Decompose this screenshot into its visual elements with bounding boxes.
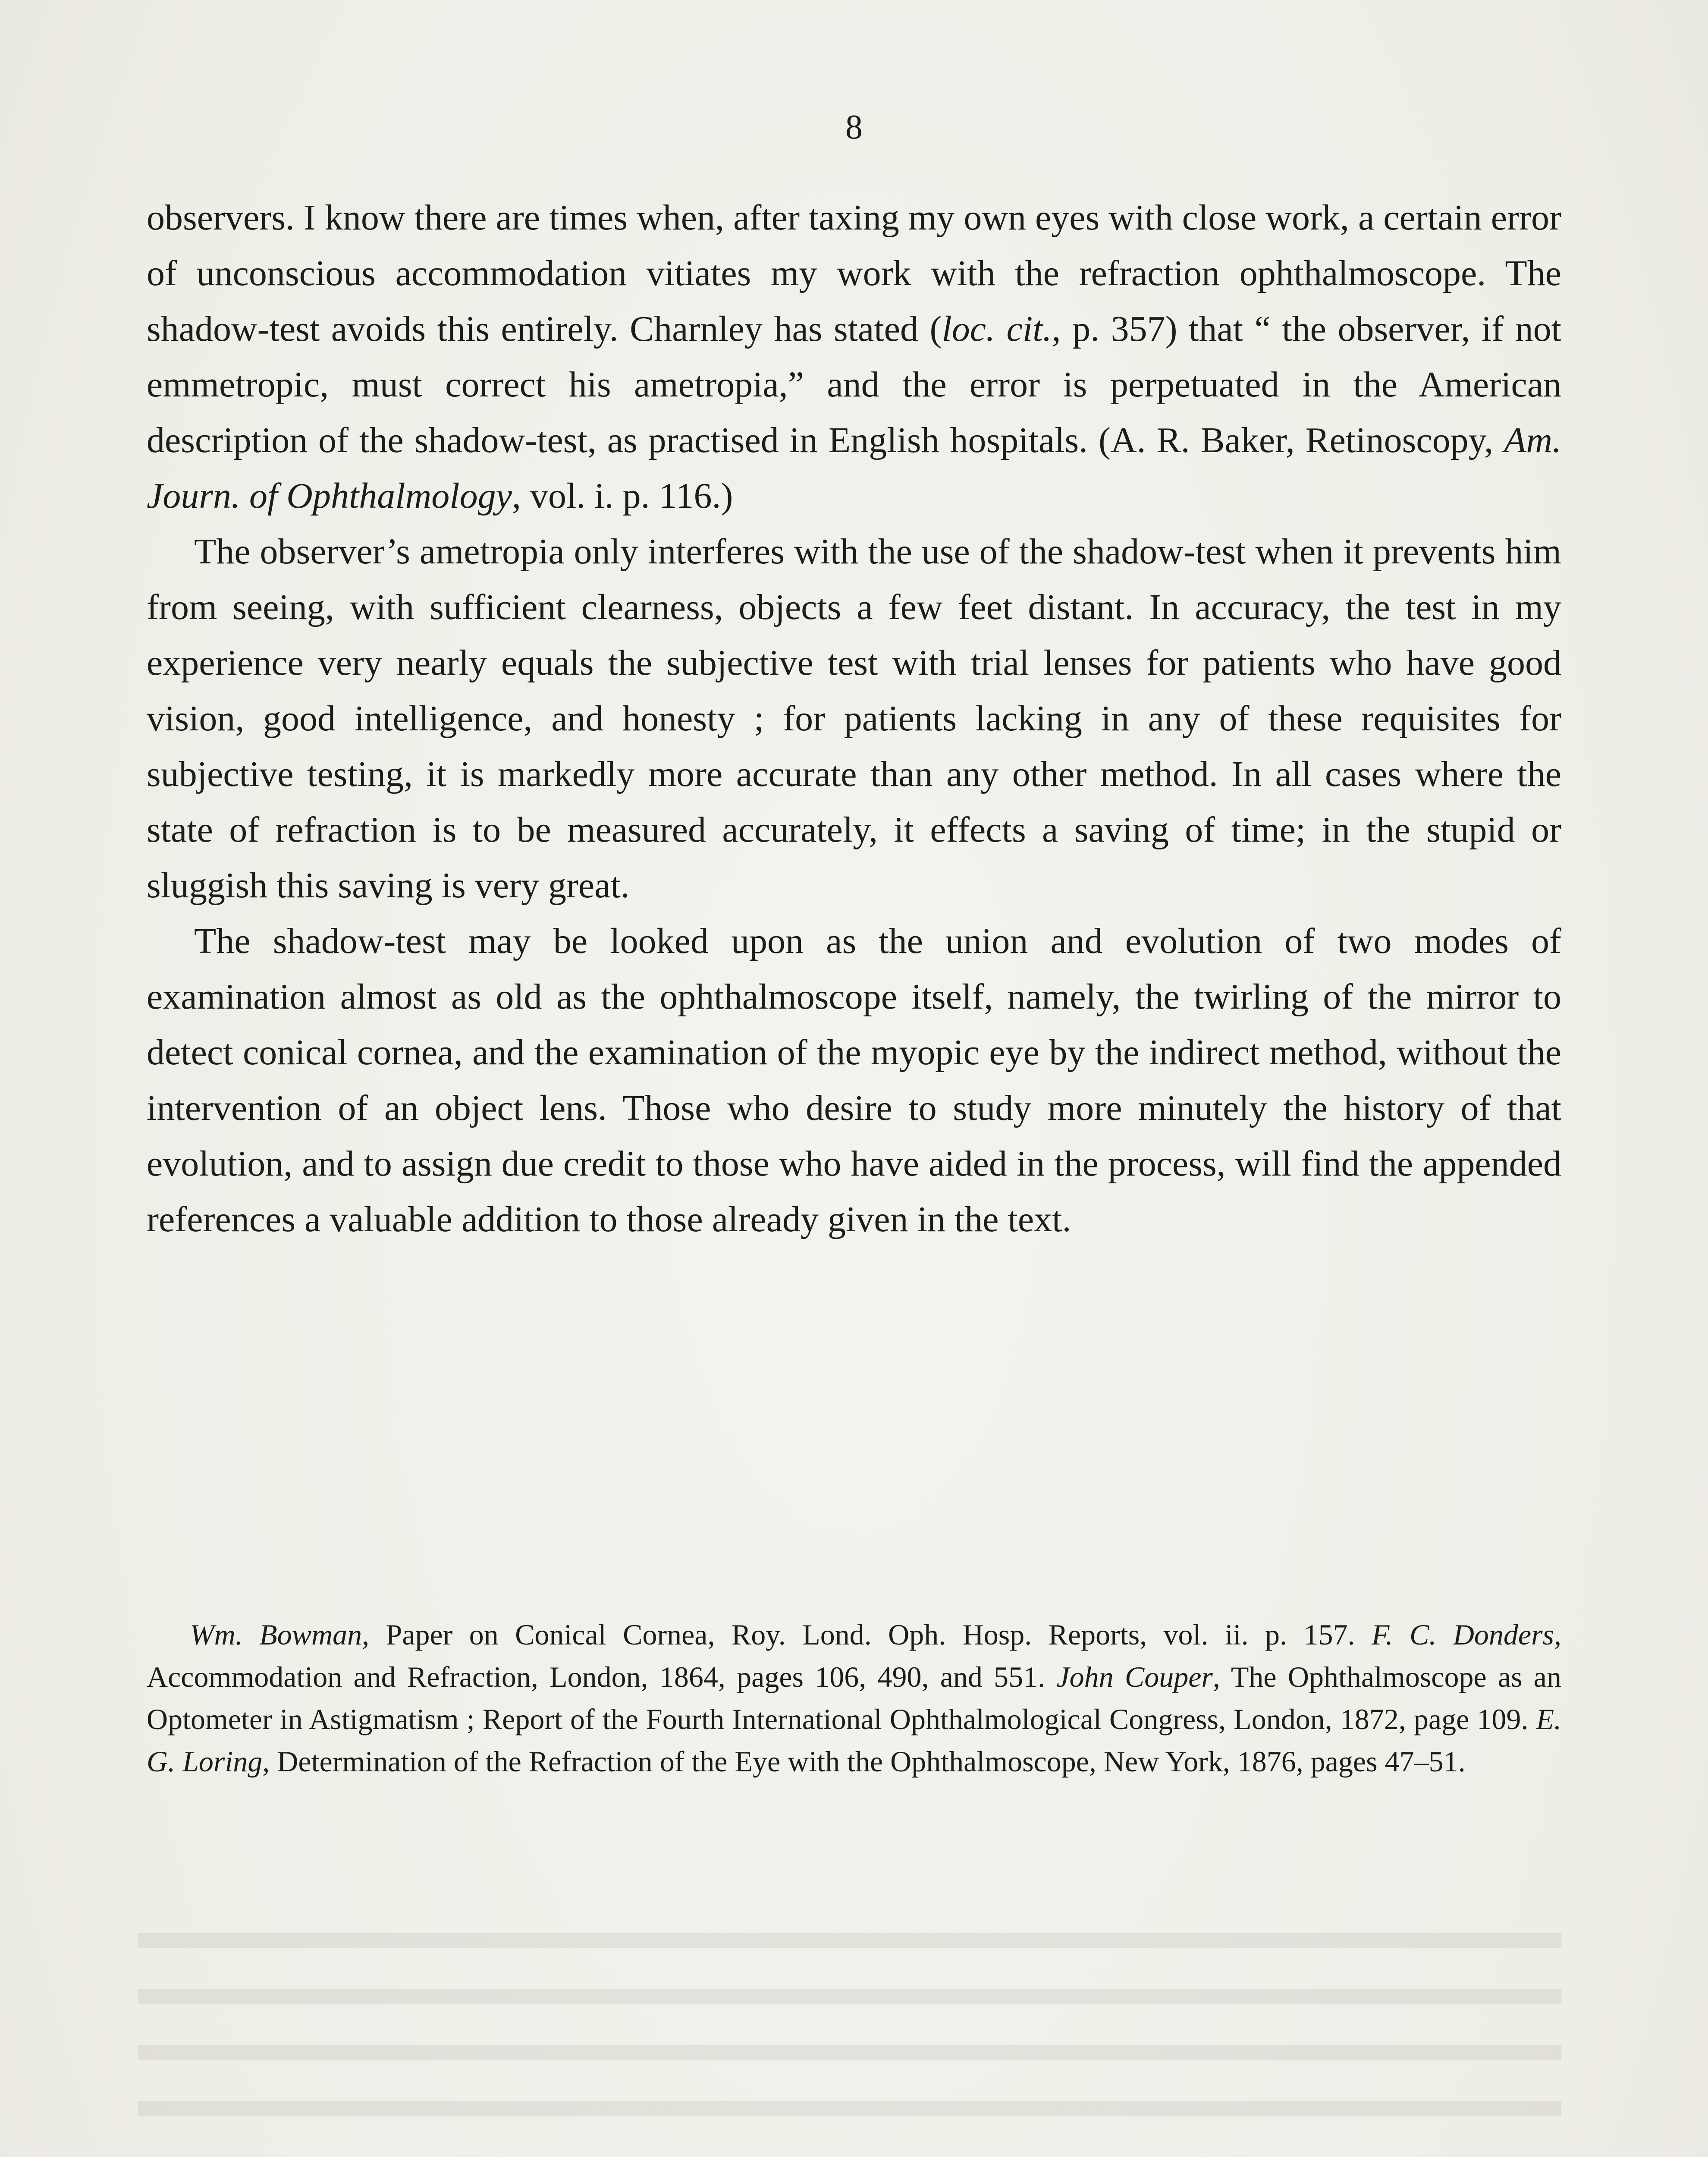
show-through-text — [138, 1907, 1561, 2157]
paragraph-text: The observer’s ametropia only interferes with the use of the shadow-test when it prevents him from seeing, with sufficient clearness, objects a few feet distant. In accuracy, the test in my experience very nearly equals the subjective test with trial lenses for patients who have good vision, good intelligence, and honesty ; for patients lacking in any of these requisites for subjective testing, it is markedly more accurate than any other method. In all cases where the state of refraction is to be measured accurately, it effects a saving of time; in the stupid or sluggish this saving is very great. — [147, 531, 1561, 906]
reference-text: , Paper on Conical Cornea, Roy. Lond. Oph. Hosp. Reports, vol. ii. p. 157. — [362, 1618, 1372, 1651]
author-name: E. G. Loring — [147, 1703, 1561, 1778]
reference-text: , Accommodation and Refraction, London, 1864, pages 106, 490, and 551. — [147, 1618, 1561, 1693]
paragraph-text: The shadow-test may be looked upon as the union and evolution of two modes of examination almost as old as the ophthalmoscope itself, namely, the twirling of the mirror to detect conical cornea, and the examination of the myopic eye by the indirect method, without the intervention of an object lens. Those who desire to study more minutely the history of that evolution, and to assign due credit to those who have aided in the process, will find the appended references a valuable addition to those already given in the text. — [147, 921, 1561, 1239]
paragraph — [147, 190, 1561, 524]
reference-text: , The Ophthalmoscope as an Optometer in Astigmatism ; Report of the Fourth International Ophthalmological Congress, London, 1872, page 109. — [147, 1660, 1561, 1736]
reference-text: , Determination of the Refraction of the Eye with the Ophthalmoscope, New York, 1876, pages 47–51. — [262, 1745, 1466, 1778]
paragraph-italic-text: Am. Journ. of Ophthalmology — [147, 420, 1561, 516]
paragraph — [147, 913, 1561, 1247]
author-name: Wm. Bowman — [190, 1618, 362, 1651]
paragraph-italic-text: loc. cit. — [942, 309, 1052, 349]
paragraph-text: observers. I know there are times when, after taxing my own eyes with close work, a certain error of unconscious accommodation vitiates my work with the refraction ophthalmoscope. The shadow-test avoids this entirely. Charnley has stated ( — [147, 198, 1561, 349]
author-name: John Couper — [1056, 1660, 1213, 1693]
paragraph-text: , vol. i. p. 116.) — [512, 476, 733, 516]
paragraph-text: , p. 357) that “ the observer, if not emmetropic, must correct his ametropia,” and the error is perpetuated in the American description of the shadow-test, as practised in English hospitals. (A. R. Baker, Retinoscopy, — [147, 309, 1562, 460]
paragraph — [147, 524, 1561, 913]
author-name: F. C. Donders — [1371, 1618, 1554, 1651]
body-text — [147, 190, 1561, 1247]
page-number: 8 — [845, 108, 863, 146]
footnote-references — [147, 1613, 1561, 1783]
